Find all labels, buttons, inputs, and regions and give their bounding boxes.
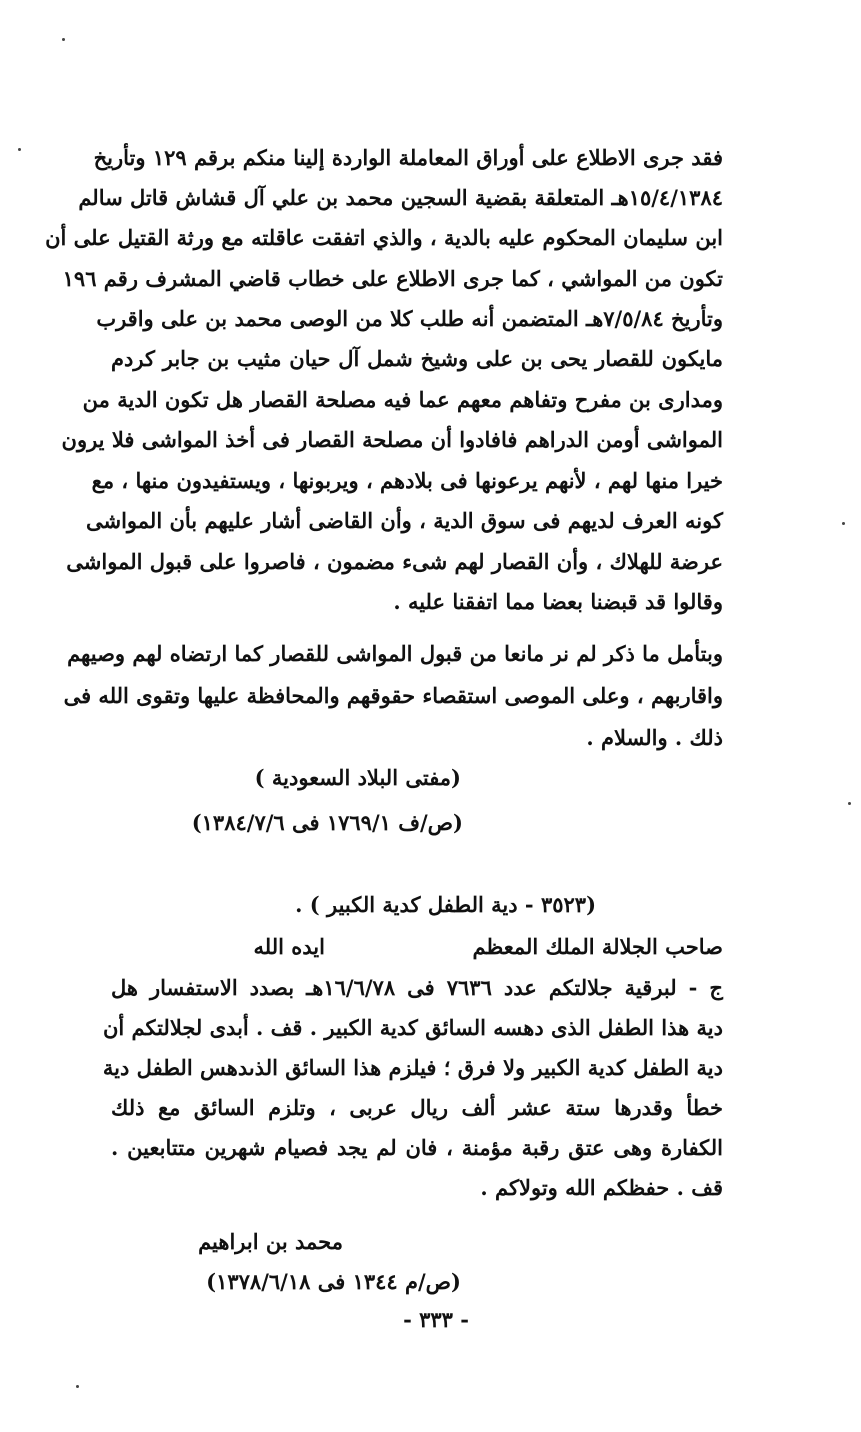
paragraph-line: ج - لبرقية جلالتكم عدد ٧٦٣٦ فى ١٦/٦/٧٨هـ بصدد الاستفسار هل xyxy=(111,975,723,1000)
paragraph-line: كونه العرف لديهم فى سوق الدية ، وأن القاضى أشار عليهم بأن المواشى xyxy=(86,508,723,533)
signature-1-name: (مفتى البلاد السعودية ) xyxy=(254,765,461,790)
paragraph-1 xyxy=(45,138,723,622)
paragraph-line: تكون من المواشي ، كما جرى الاطلاع على خطاب قاضي المشرف رقم ١٩٦ xyxy=(62,266,723,291)
paragraph-line: خيرا منها لهم ، لأنهم يرعونها فى بلادهم ، ويربونها ، ويستفيدون منها ، مع xyxy=(91,468,723,493)
scan-speck xyxy=(842,522,845,525)
signature-1-ref: (ص/ف ١٧٦٩/١ فى ١٣٨٤/٧/٦) xyxy=(191,810,463,835)
signature-2-name: محمد بن ابراهيم xyxy=(198,1229,343,1254)
paragraph-line: ابن سليمان المحكوم عليه بالدية ، والذي اتفقت عاقلته مع ورثة القتيل على أن xyxy=(45,225,723,250)
paragraph-line: الكفارة وهى عتق رقبة مؤمنة ، فان لم يجد فصيام شهرين متتابعين . xyxy=(111,1135,723,1160)
scan-speck xyxy=(18,148,21,151)
section-title: (٣٥٢٣ - دية الطفل كدية الكبير ) . xyxy=(295,892,596,917)
paragraph-line: دية الطفل كدية الكبير ولا فرق ؛ فيلزم هذا السائق الذىدهس الطفل دية xyxy=(102,1055,723,1080)
paragraph-line: وتأريخ ٧/٥/٨٤هـ المتضمن أنه طلب كلا من الوصى محمد بن على واقرب xyxy=(96,306,723,331)
paragraph-3 xyxy=(102,968,723,1208)
signature-2-ref: (ص/م ١٣٤٤ فى ١٣٧٨/٦/١٨) xyxy=(206,1269,461,1294)
paragraph-line: مايكون للقصار يحى بن على وشيخ شمل آل حيان مثيب بن جابر كردم xyxy=(111,346,723,371)
paragraph-line: ١٥/٤/١٣٨٤هـ المتعلقة بقضية السجين محمد بن علي آل قشاش قاتل سالم xyxy=(78,185,723,210)
paragraph-line: عرضة للهلاك ، وأن القصار لهم شىء مضمون ، فاصروا على قبول المواشى xyxy=(66,549,723,574)
page-number: - ٣٣٣ - xyxy=(403,1307,469,1332)
salutation-blessing: ايده الله xyxy=(253,934,325,959)
scan-speck xyxy=(62,38,65,41)
paragraph-line: خطأ وقدرها ستة عشر ألف ريال عربى ، وتلزم السائق مع ذلك xyxy=(111,1095,723,1120)
scan-speck xyxy=(76,1385,79,1388)
scan-speck xyxy=(848,802,851,805)
paragraph-line: واقاربهم ، وعلى الموصى استقصاء حقوقهم والمحافظة عليها وتقوى الله فى xyxy=(63,683,723,708)
salutation-title: صاحب الجلالة الملك المعظم xyxy=(472,934,723,959)
paragraph-line: فقد جرى الاطلاع على أوراق المعاملة الواردة إلينا منكم برقم ١٢٩ وتأريخ xyxy=(93,145,723,170)
paragraph-line: ذلك . والسلام . xyxy=(586,725,723,750)
paragraph-line: ومدارى بن مفرح وتفاهم معهم عما فيه مصلحة القصار هل تكون الدية من xyxy=(82,387,723,412)
paragraph-2 xyxy=(63,634,723,760)
paragraph-line: المواشى أومن الدراهم فافادوا أن مصلحة القصار فى أخذ المواشى فلا يرون xyxy=(61,427,723,452)
paragraph-line: قف . حفظكم الله وتولاكم . xyxy=(480,1175,723,1200)
paragraph-line: دية هذا الطفل الذى دهسه السائق كدية الكبير . قف . أبدى لجلالتكم أن xyxy=(102,1015,723,1040)
paragraph-line: وقالوا قد قبضنا بعضا مما اتفقنا عليه . xyxy=(393,589,723,614)
paragraph-line: وبتأمل ما ذكر لم نر مانعا من قبول المواشى للقصار كما ارتضاه لهم وصيهم xyxy=(67,641,723,666)
